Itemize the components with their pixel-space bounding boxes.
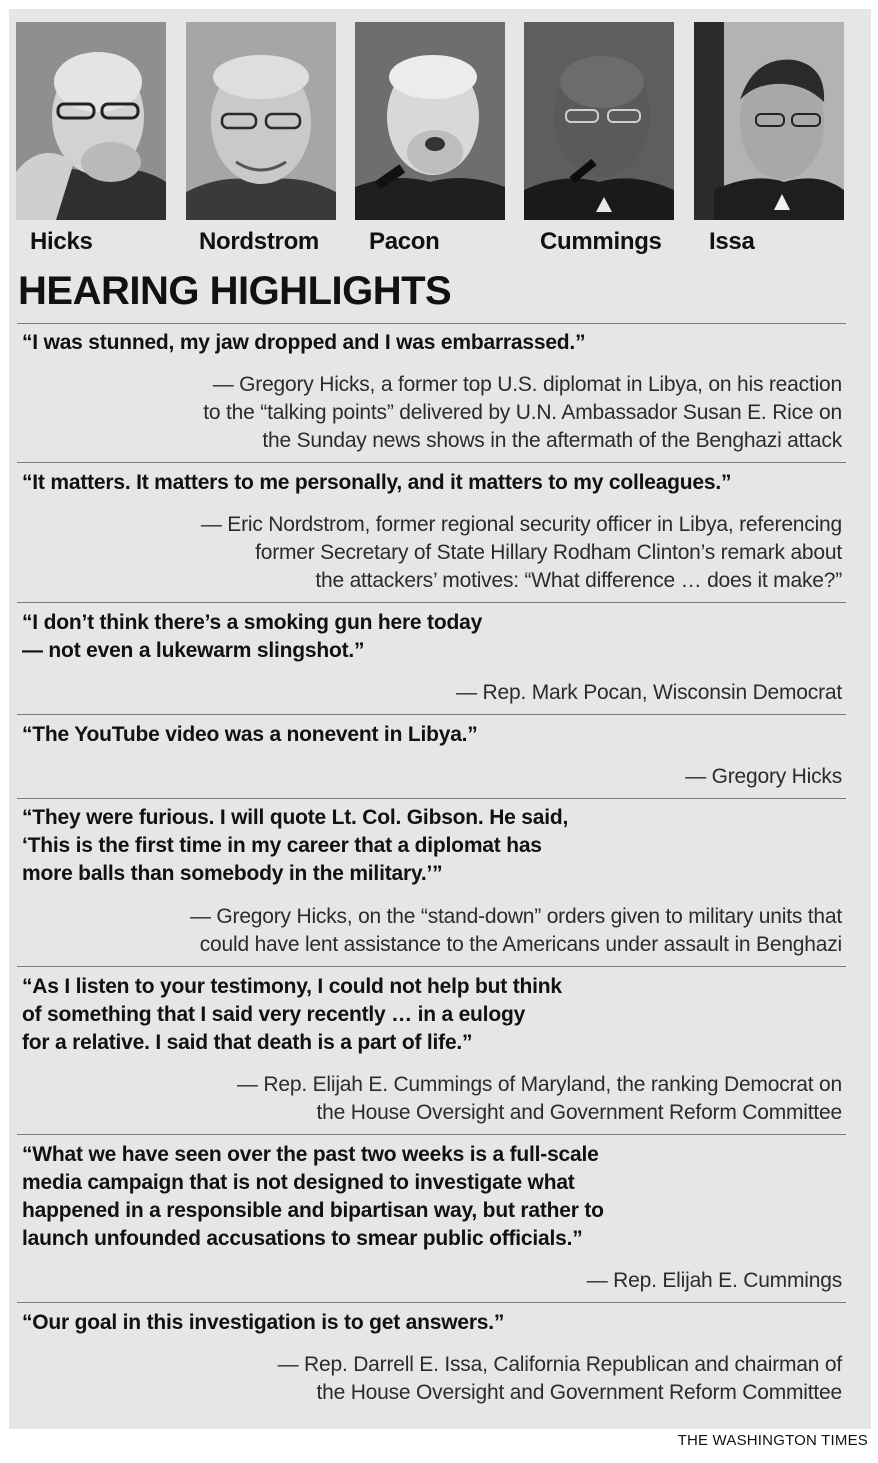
quote-text	[22, 329, 842, 357]
quote-text	[22, 609, 842, 665]
quote-line: — not even a lukewarm slingshot.”	[22, 639, 365, 662]
photo-nordstrom	[186, 22, 336, 220]
headline: HEARING HIGHLIGHTS	[18, 269, 452, 313]
quote-attribution	[60, 1351, 842, 1407]
portrait-cummings-image	[524, 22, 674, 220]
attribution-line: could have lent assistance to the Americans under assault in Benghazi	[199, 933, 842, 956]
divider	[17, 966, 846, 967]
attribution-line: — Rep. Mark Pocan, Wisconsin Democrat	[456, 681, 842, 704]
attribution-line: — Gregory Hicks, on the “stand-down” orders given to military units that	[189, 905, 842, 928]
quote-line: “I don’t think there’s a smoking gun here today	[22, 611, 483, 634]
quote-line: for a relative. I said that death is a part of life.”	[22, 1031, 473, 1054]
quote-line: “It matters. It matters to me personally, and it matters to my colleagues.”	[22, 471, 732, 494]
quote-attribution	[60, 763, 842, 791]
quote-line: happened in a responsible and bipartisan way, but rather to	[22, 1199, 604, 1222]
quote-attribution	[60, 903, 842, 959]
quote-line: launch unfounded accusations to smear public officials.”	[22, 1227, 583, 1250]
source-credit: THE WASHINGTON TIMES	[677, 1432, 868, 1449]
quote-text	[22, 804, 842, 888]
quote-attribution	[60, 1071, 842, 1127]
divider	[17, 798, 846, 799]
photo-pacon	[355, 22, 505, 220]
name-label-issa: Issa	[709, 228, 755, 255]
portrait-hicks-image	[16, 22, 166, 220]
photo-cummings	[524, 22, 674, 220]
name-label-cummings: Cummings	[540, 228, 662, 255]
photo-row	[16, 22, 846, 220]
portrait-pacon-image	[355, 22, 505, 220]
divider	[17, 1302, 846, 1303]
divider	[17, 323, 846, 324]
quote-attribution	[60, 511, 842, 595]
attribution-line: — Gregory Hicks, a former top U.S. diplomat in Libya, on his reaction	[212, 373, 842, 396]
quote-line: “They were furious. I will quote Lt. Col. Gibson. He said,	[22, 806, 569, 829]
attribution-line: former Secretary of State Hillary Rodham Clinton’s remark about	[255, 541, 842, 564]
quote-text	[22, 469, 842, 497]
quote-attribution	[60, 1267, 842, 1295]
portrait-nordstrom-image	[186, 22, 336, 220]
attribution-line: to the “talking points” delivered by U.N. Ambassador Susan E. Rice on	[203, 401, 842, 424]
quote-attribution	[60, 679, 842, 707]
divider	[17, 602, 846, 603]
quote-line: “Our goal in this investigation is to get answers.”	[22, 1311, 505, 1334]
attribution-line: the attackers’ motives: “What difference … does it make?”	[315, 569, 842, 592]
quote-attribution	[60, 371, 842, 455]
name-label-hicks: Hicks	[30, 228, 93, 255]
quote-line: “I was stunned, my jaw dropped and I was embarrassed.”	[22, 331, 586, 354]
quote-line: ‘This is the first time in my career that a diplomat has	[22, 834, 542, 857]
portrait-issa-image	[694, 22, 844, 220]
quote-text	[22, 973, 842, 1057]
quote-text	[22, 721, 842, 749]
attribution-line: — Rep. Elijah E. Cummings	[586, 1269, 842, 1292]
attribution-line: — Gregory Hicks	[685, 765, 842, 788]
divider	[17, 462, 846, 463]
attribution-line: — Eric Nordstrom, former regional security officer in Libya, referencing	[200, 513, 842, 536]
name-label-pacon: Pacon	[369, 228, 440, 255]
quote-line: more balls than somebody in the military.’”	[22, 862, 443, 885]
attribution-line: the House Oversight and Government Reform Committee	[316, 1381, 842, 1404]
quote-line: of something that I said very recently … in a eulogy	[22, 1003, 526, 1026]
quote-line: “As I listen to your testimony, I could not help but think	[22, 975, 562, 998]
quote-text	[22, 1141, 842, 1253]
attribution-line: — Rep. Darrell E. Issa, California Republican and chairman of	[277, 1353, 842, 1376]
quote-line: “What we have seen over the past two weeks is a full-scale	[22, 1143, 599, 1166]
divider	[17, 714, 846, 715]
photo-issa	[694, 22, 844, 220]
divider	[17, 1134, 846, 1135]
attribution-line: the House Oversight and Government Reform Committee	[316, 1101, 842, 1124]
quote-line: “The YouTube video was a nonevent in Libya.”	[22, 723, 478, 746]
photo-hicks	[16, 22, 166, 220]
quote-text	[22, 1309, 842, 1337]
name-label-nordstrom: Nordstrom	[199, 228, 319, 255]
attribution-line: the Sunday news shows in the aftermath of the Benghazi attack	[262, 429, 842, 452]
attribution-line: — Rep. Elijah E. Cummings of Maryland, the ranking Democrat on	[236, 1073, 842, 1096]
quote-line: media campaign that is not designed to investigate what	[22, 1171, 575, 1194]
